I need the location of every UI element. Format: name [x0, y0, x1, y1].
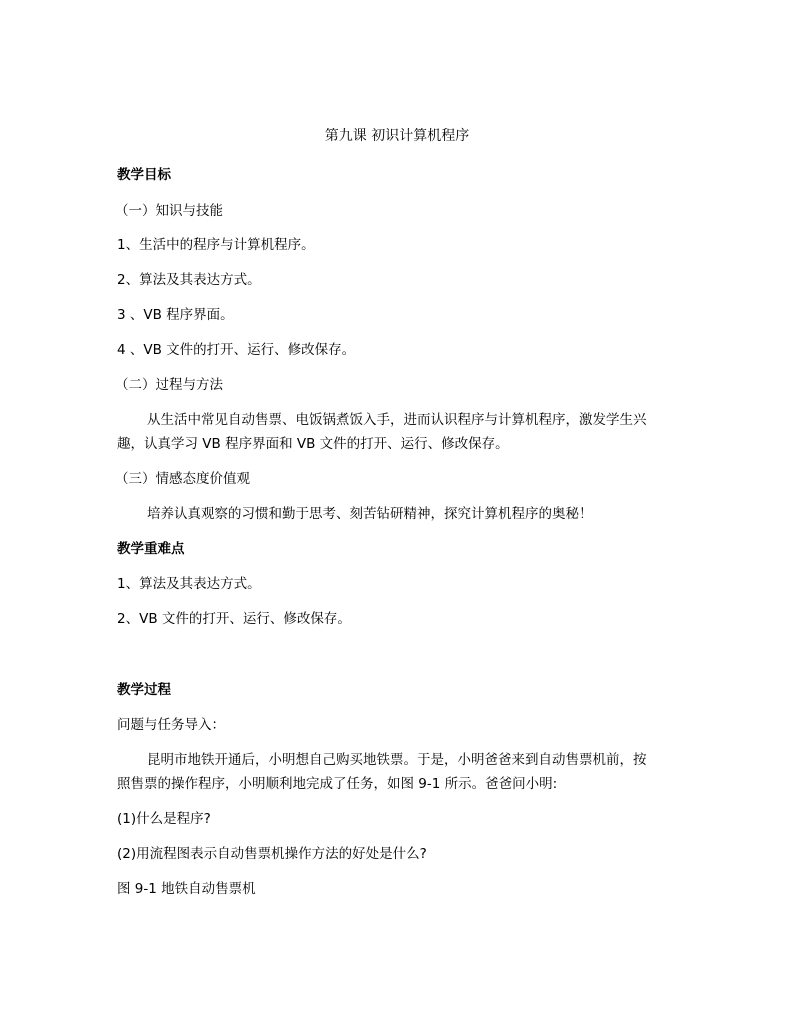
subsection-attitudes: （三）情感态度价值观	[115, 471, 250, 487]
process-heading: 教学过程	[117, 682, 171, 698]
paragraph-line: 照售票的操作程序，小明顺利地完成了任务，如图 9-1 所示。爸爸问小明:	[117, 776, 558, 792]
list-item: 3 、VB 程序界面。	[117, 307, 234, 323]
paragraph-line: 趣，认真学习 VB 程序界面和 VB 文件的打开、运行、修改保存。	[117, 436, 509, 452]
goals-heading: 教学目标	[117, 167, 171, 183]
subsection-knowledge-skills: （一）知识与技能	[115, 203, 223, 219]
subsection-process-methods: （二）过程与方法	[115, 377, 223, 393]
task-intro: 问题与任务导入：	[117, 717, 225, 733]
paragraph-line: 培养认真观察的习惯和勤于思考、刻苦钻研精神，探究计算机程序的奥秘！	[147, 506, 593, 522]
list-item: 2、VB 文件的打开、运行、修改保存。	[117, 611, 351, 627]
question-item: (1)什么是程序?	[117, 811, 211, 827]
key-points-heading: 教学重难点	[117, 541, 185, 557]
paragraph-line: 昆明市地铁开通后，小明想自己购买地铁票。于是，小明爸爸来到自动售票机前，按	[147, 752, 647, 768]
list-item: 2、算法及其表达方式。	[117, 272, 261, 288]
figure-caption: 图 9-1 地铁自动售票机	[117, 881, 256, 897]
page-title: 第九课 初识计算机程序	[324, 128, 470, 144]
list-item: 1、算法及其表达方式。	[117, 576, 261, 592]
list-item: 1、生活中的程序与计算机程序。	[117, 237, 315, 253]
question-item: (2)用流程图表示自动售票机操作方法的好处是什么?	[117, 846, 427, 862]
list-item: 4 、VB 文件的打开、运行、修改保存。	[117, 342, 356, 358]
paragraph-line: 从生活中常见自动售票、电饭锅煮饭入手，进而认识程序与计算机程序，激发学生兴	[147, 412, 647, 428]
